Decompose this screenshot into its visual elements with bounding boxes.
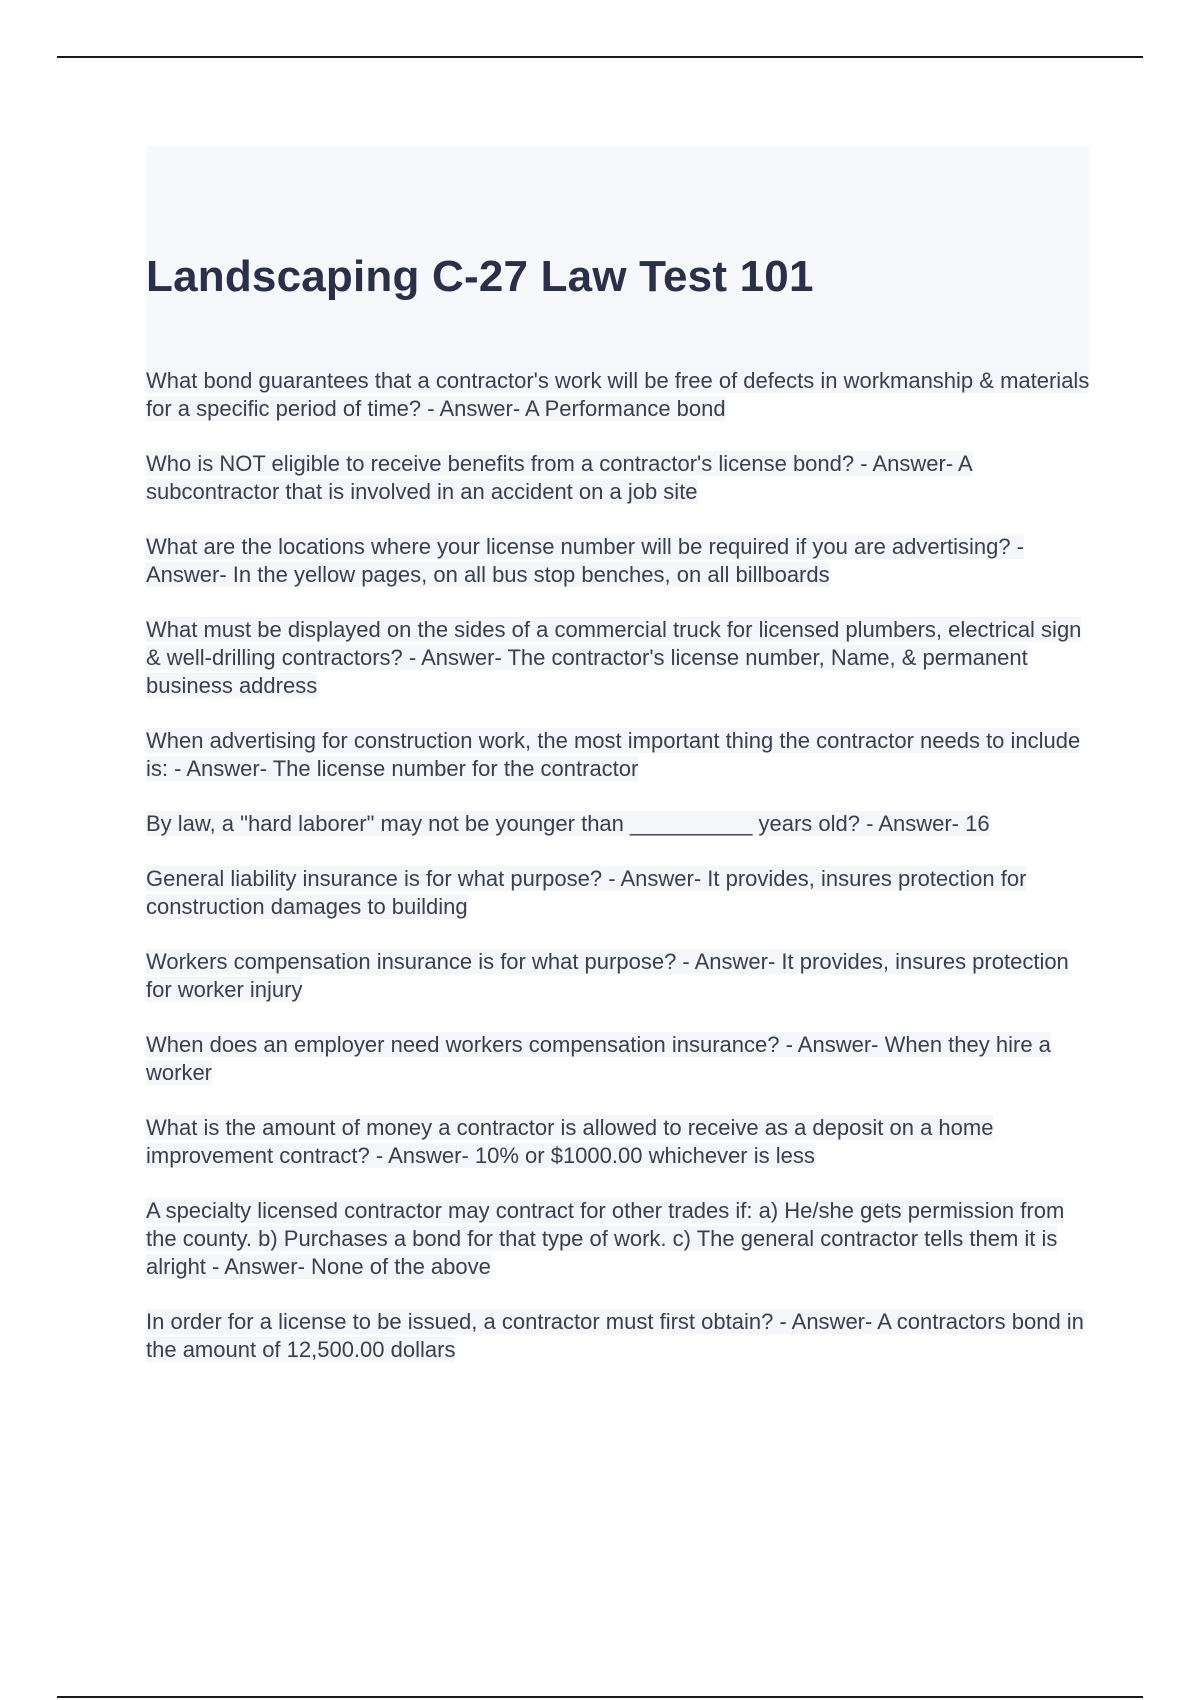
qa-item bbox=[146, 1197, 1091, 1281]
qa-item bbox=[146, 533, 1091, 589]
footer-rule bbox=[57, 1696, 1143, 1698]
qa-text: By law, a "hard laborer" may not be younger than __________ years old? - Answer- 16 bbox=[146, 811, 990, 836]
qa-text: When does an employer need workers compensation insurance? - Answer- When they hire a worker bbox=[146, 1032, 1051, 1085]
qa-text: What are the locations where your license number will be required if you are advertising? - Answer- In the yellow pages, on all bus stop benches, on all billboards bbox=[146, 534, 1024, 587]
qa-item bbox=[146, 727, 1091, 783]
qa-text: In order for a license to be issued, a contractor must first obtain? - Answer- A contractors bond in the amount of 12,500.00 dollars bbox=[146, 1309, 1084, 1362]
qa-text: Who is NOT eligible to receive benefits from a contractor's license bond? - Answer- A subcontractor that is involved in an accident on a job site bbox=[146, 451, 973, 504]
qa-item bbox=[146, 810, 1091, 838]
qa-item bbox=[146, 367, 1091, 423]
qa-item bbox=[146, 1114, 1091, 1170]
qa-text: A specialty licensed contractor may contract for other trades if: a) He/she gets permission from the county. b) Purchases a bond for that type of work. c) The general contractor tells them it is alright - Answer- None of the above bbox=[146, 1198, 1065, 1279]
qa-text: When advertising for construction work, the most important thing the contractor needs to include is: - Answer- The license number for the contractor bbox=[146, 728, 1081, 781]
header-rule bbox=[57, 56, 1143, 58]
qa-text: General liability insurance is for what purpose? - Answer- It provides, insures protection for construction damages to building bbox=[146, 866, 1027, 919]
qa-item bbox=[146, 865, 1091, 921]
qa-text: Workers compensation insurance is for what purpose? - Answer- It provides, insures protection for worker injury bbox=[146, 949, 1069, 1002]
qa-text: What is the amount of money a contractor is allowed to receive as a deposit on a home improvement contract? - Answer- 10% or $1000.00 whichever is less bbox=[146, 1115, 994, 1168]
page-title: Landscaping C-27 Law Test 101 bbox=[146, 252, 814, 301]
qa-text: What must be displayed on the sides of a commercial truck for licensed plumbers, electrical sign & well-drilling contractors? - Answer- The contractor's license number, Name, & permanent business address bbox=[146, 617, 1082, 698]
qa-list bbox=[146, 367, 1091, 1391]
qa-item bbox=[146, 616, 1091, 700]
qa-item bbox=[146, 450, 1091, 506]
qa-item bbox=[146, 1308, 1091, 1364]
qa-text: What bond guarantees that a contractor's work will be free of defects in workmanship & materials for a specific period of time? - Answer- A Performance bond bbox=[146, 368, 1090, 421]
qa-item bbox=[146, 1031, 1091, 1087]
qa-item bbox=[146, 948, 1091, 1004]
